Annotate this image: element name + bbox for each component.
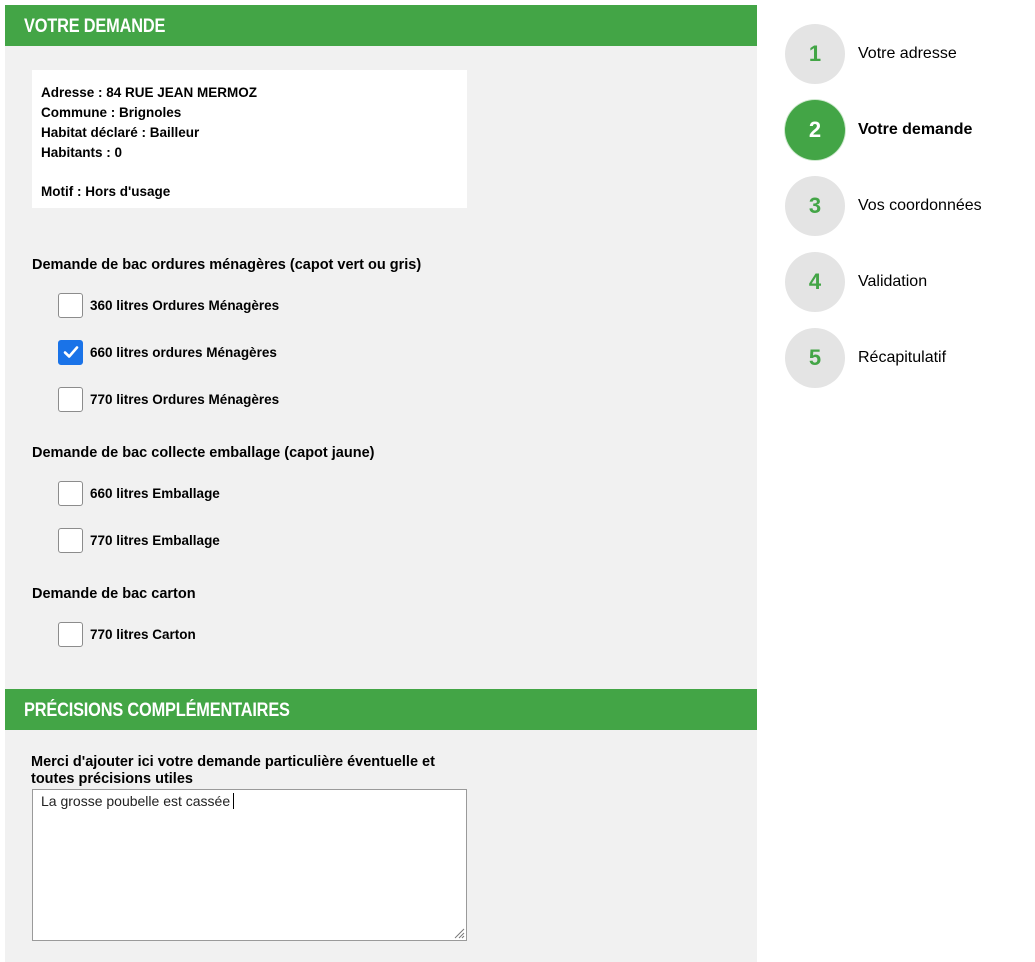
option-label: 770 litres Ordures Ménagères (90, 391, 280, 407)
step-label: Validation (858, 273, 928, 290)
checkbox-360-household[interactable] (58, 293, 83, 318)
option-770-household[interactable] (58, 387, 279, 411)
checkbox-770-cardboard[interactable] (58, 622, 83, 647)
checkmark-icon (62, 343, 80, 361)
step-address[interactable] (785, 24, 1030, 84)
summary-commune: Commune : Brignoles (41, 105, 182, 120)
summary-habitat: Habitat déclaré : Bailleur (41, 125, 200, 140)
step-number: 4 (785, 252, 845, 312)
step-number: 3 (785, 176, 845, 236)
option-660-packaging[interactable] (58, 481, 220, 505)
summary-inhabitants: Habitants : 0 (41, 145, 123, 160)
option-label: 770 litres Carton (90, 626, 196, 642)
option-770-packaging[interactable] (58, 528, 220, 552)
option-label: 660 litres Emballage (90, 485, 220, 501)
step-label: Vos coordonnées (858, 197, 982, 214)
request-section-header (5, 5, 757, 46)
group-title-packaging: Demande de bac collecte emballage (capot jaune) (32, 445, 375, 461)
step-label: Votre demande (858, 121, 973, 138)
step-validation[interactable] (785, 252, 1030, 312)
option-770-cardboard[interactable] (58, 622, 196, 646)
request-summary-box (32, 70, 467, 208)
main-panel (5, 5, 757, 962)
request-section-title: VOTRE DEMANDE (24, 16, 166, 37)
step-number: 2 (785, 100, 845, 160)
option-label: 360 litres Ordures Ménagères (90, 297, 280, 313)
checkbox-660-packaging[interactable] (58, 481, 83, 506)
summary-reason: Motif : Hors d'usage (41, 184, 171, 199)
step-request[interactable] (785, 100, 1030, 160)
step-number: 1 (785, 24, 845, 84)
step-summary[interactable] (785, 328, 1030, 388)
step-contact[interactable] (785, 176, 1030, 236)
details-section-header (5, 689, 757, 730)
option-label: 660 litres ordures Ménagères (90, 344, 277, 360)
option-660-household[interactable] (58, 340, 277, 364)
option-360-household[interactable] (58, 293, 279, 317)
step-label: Votre adresse (858, 45, 957, 62)
checkbox-660-household[interactable] (58, 340, 83, 365)
checkbox-770-packaging[interactable] (58, 528, 83, 553)
summary-address: Adresse : 84 RUE JEAN MERMOZ (41, 85, 258, 100)
details-section-title: PRÉCISIONS COMPLÉMENTAIRES (24, 700, 290, 721)
details-textarea[interactable] (32, 789, 467, 941)
step-number: 5 (785, 328, 845, 388)
textarea-label: Merci d'ajouter ici votre demande particulière éventuelle et toutes précisions utiles (31, 754, 435, 787)
resize-grip-icon[interactable] (453, 927, 465, 939)
group-title-household-waste: Demande de bac ordures ménagères (capot vert ou gris) (32, 257, 422, 273)
group-title-cardboard: Demande de bac carton (32, 586, 196, 602)
text-caret (233, 793, 234, 809)
checkbox-770-household[interactable] (58, 387, 83, 412)
textarea-value: La grosse poubelle est cassée (41, 793, 231, 809)
option-label: 770 litres Emballage (90, 532, 220, 548)
step-label: Récapitulatif (858, 349, 947, 366)
